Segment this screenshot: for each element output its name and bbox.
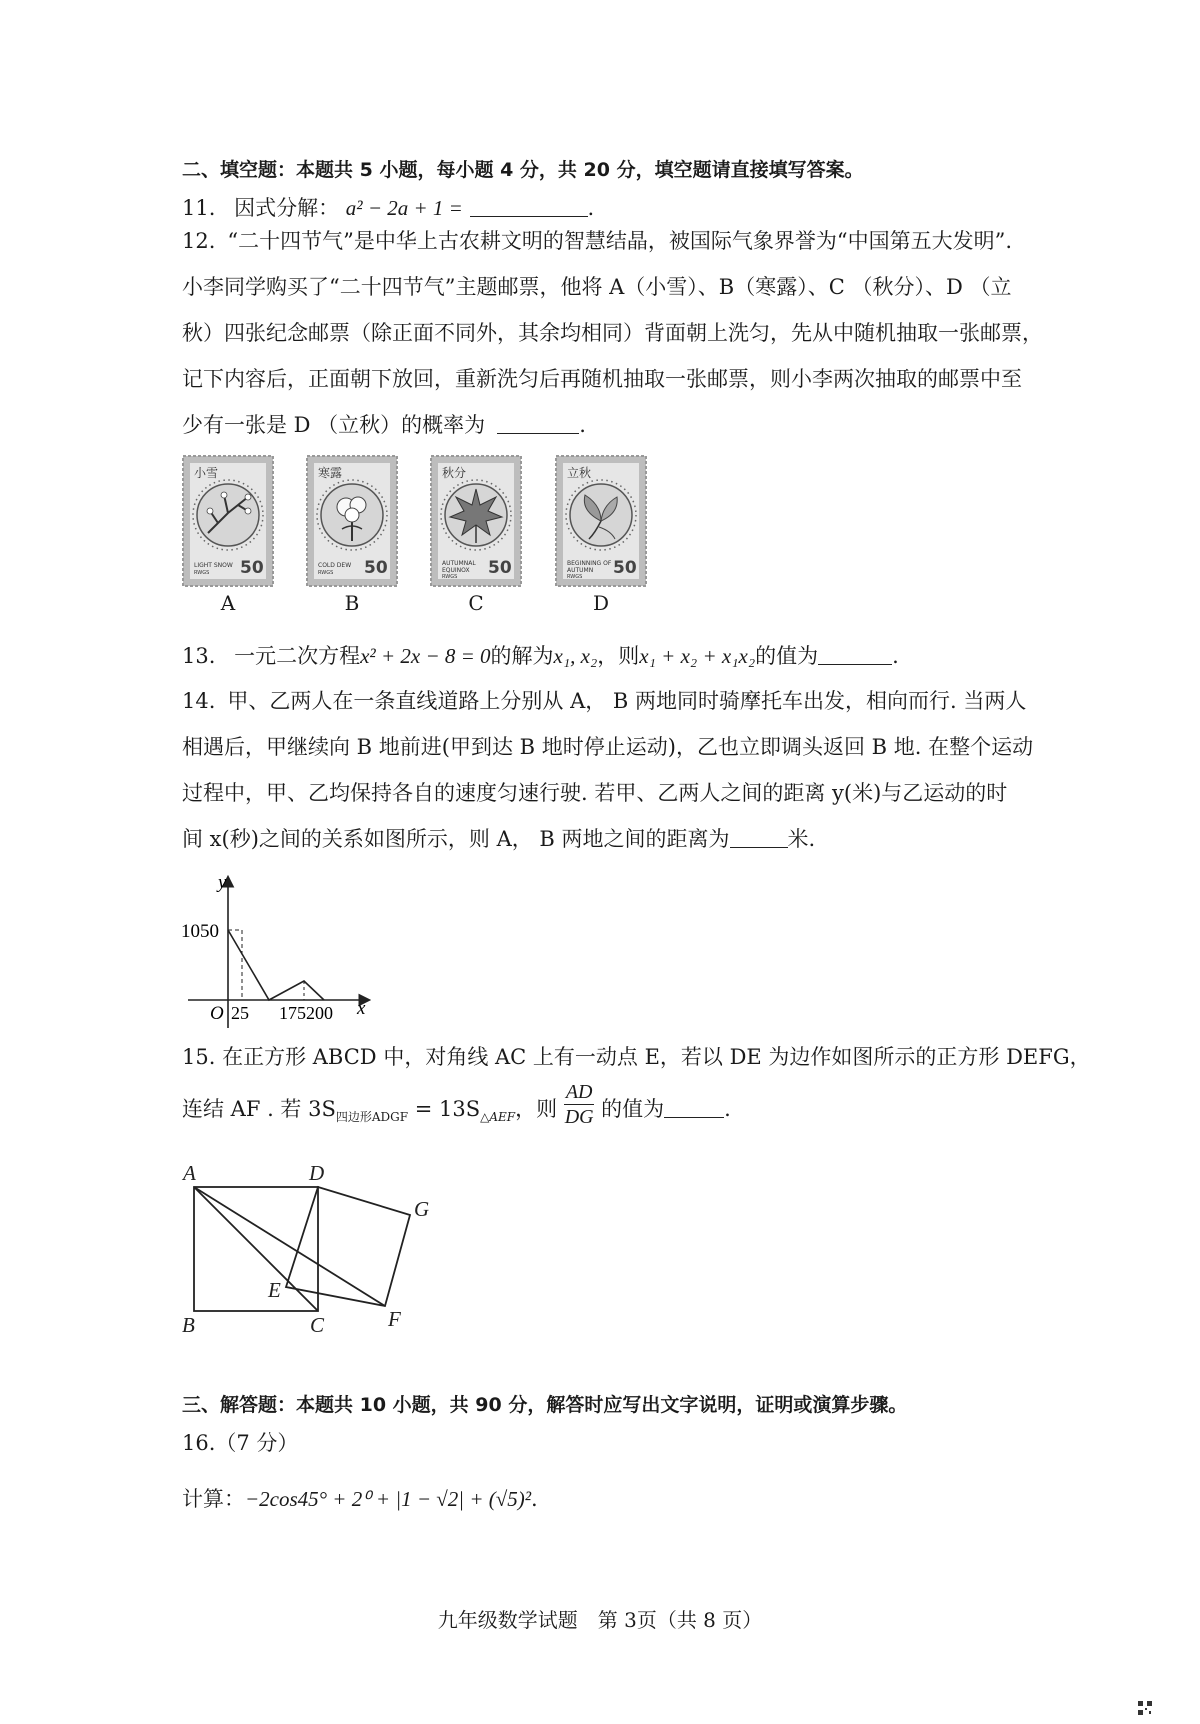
subscript: △AEF [480,1110,516,1125]
point-g-label: G [414,1197,430,1221]
point-e-label: E [268,1278,281,1302]
question-text: 计算： [182,1487,245,1511]
answer-blank[interactable] [664,1097,724,1118]
fraction-denominator: DG [564,1106,594,1128]
question-text: 的值为 [755,644,819,668]
point-b-label: B [182,1313,195,1335]
page-footer: 九年级数学试题 第 3页（共 8 页） [437,1608,763,1632]
roots: x₁, x₂ [553,644,598,668]
svg-text:50: 50 [488,558,512,578]
question-15-line-2 [182,1081,731,1132]
svg-text:BEGINNING OF: BEGINNING OF [567,560,612,567]
question-number: 14. [182,689,216,713]
svg-text:50: 50 [240,558,264,578]
question-text: 的解为 [490,644,554,668]
stamp-label: A [220,591,236,615]
question-14 [182,686,1042,854]
square-diagram [178,1155,448,1335]
stamp-b [306,455,398,615]
math-expression: a² − 2a + 1 = [345,196,463,220]
fraction-numerator: AD [565,1081,593,1103]
origin-label: O [210,1003,224,1024]
period: . [587,196,595,220]
svg-text:AUTUMN: AUTUMN [567,567,594,574]
svg-text:RWGS: RWGS [194,570,210,576]
math-expression: −2cos45° + 2⁰ + |1 − √2| + (√5)² [245,1487,532,1511]
equation: x² + 2x − 8 = 0 [360,644,491,668]
period: . [579,413,586,437]
point-a-label: A [183,1161,196,1185]
stamp-label: C [468,591,484,615]
stamp-label: D [592,591,610,615]
svg-text:EQUINOX: EQUINOX [442,567,470,574]
svg-text:RWGS: RWGS [442,574,458,580]
period: . [724,1097,731,1121]
question-text: 的值为 [601,1097,665,1121]
question-11 [182,193,594,223]
stamp-image [430,455,522,587]
question-text: 因式分解： [234,196,340,220]
svg-text:AUTUMNAL: AUTUMNAL [442,560,476,567]
stamp-image [306,455,398,587]
question-number: 13. [182,644,216,668]
question-number: 12. [182,229,216,253]
subscript: 四边形ADGF [335,1110,409,1125]
svg-text:RWGS: RWGS [567,574,583,580]
period: . [531,1487,538,1511]
period: . [892,644,899,668]
question-line: “二十四节气”是中华上古农耕文明的智慧结晶，被国际气象界誉为“中国第五大发明”. [227,229,1013,253]
question-16-header: 16.（7 分） [182,1431,299,1455]
answer-blank[interactable] [818,644,892,665]
question-text: ，则 [515,1097,558,1121]
point-f-label: F [388,1307,401,1331]
qr-code-icon [1137,1700,1153,1716]
question-15-line-1: 15. 在正方形 ABCD 中，对角线 AC 上有一动点 E，若以 DE 为边作如图所示的正方形 DEFG， [182,1045,1091,1069]
y-tick-label: 1050 [181,921,219,942]
stamp-image [182,455,274,587]
svg-text:秋分: 秋分 [442,466,467,480]
stamp-c [430,455,522,615]
stamp-a [182,455,274,615]
svg-text:LIGHT SNOW: LIGHT SNOW [194,562,233,569]
question-text: ，则 [597,644,640,668]
question-line: 小李同学购买了“二十四节气”主题邮票，他将 A（小雪）、B（寒露）、C （秋分）、D （立 [182,275,1012,299]
question-text: 连结 AF . 若 3S [182,1097,336,1121]
svg-text:COLD DEW: COLD DEW [318,562,352,569]
answer-blank[interactable] [470,196,588,217]
svg-text:RWGS: RWGS [318,570,334,576]
stamp-d [555,455,647,615]
question-line: 过程中，甲、乙均保持各自的速度匀速行驶. 若甲、乙两人之间的距离 y(米)与乙运动的时 [182,781,1008,805]
svg-text:寒露: 寒露 [318,466,343,480]
y-axis-label: y [218,872,227,893]
x-tick-label: 175200 [279,1003,333,1023]
answer-blank[interactable] [497,413,579,434]
question-13 [182,641,899,671]
answer-blank[interactable] [730,827,788,848]
point-c-label: C [310,1313,325,1335]
fraction [564,1080,595,1129]
square-defg [286,1187,410,1306]
question-line: 相遇后，甲继续向 B 地前进(甲到达 B 地时停止运动)，乙也立即调头返回 B 地. 在整个运动 [182,735,1034,759]
x-tick-label: 25 [231,1003,249,1023]
question-16 [182,1484,538,1514]
svg-text:50: 50 [613,558,637,578]
question-line: 间 x(秒)之间的关系如图所示，则 A， B 两地之间的距离为 [182,827,730,851]
stamp-title: 小雪 [194,466,219,480]
svg-text:50: 50 [364,558,388,578]
stamp-label: B [344,591,360,615]
stamp-image [555,455,647,587]
distance-time-graph [178,868,378,1028]
question-line: 少有一张是 D （立秋）的概率为 [182,413,486,437]
svg-text:立秋: 立秋 [567,466,592,480]
question-number: 11. [182,196,216,220]
section-2-heading: 二、填空题：本题共 5 小题，每小题 4 分，共 20 分，填空题请直接填写答案。 [182,159,864,181]
x-axis-label: x [357,998,366,1019]
unit-text: 米. [787,827,816,851]
question-text: = 13S [408,1097,481,1121]
question-text: 一元二次方程 [234,644,361,668]
question-line: 甲、乙两人在一条直线道路上分别从 A， B 两地同时骑摩托车出发，相向而行. 当两人 [227,689,1027,713]
question-12 [182,226,1042,440]
question-line: 记下内容后，正面朝下放回，重新洗匀后再随机抽取一张邮票，则小李两次抽取的邮票中至 [182,367,1022,391]
section-3-heading: 三、解答题：本题共 10 小题，共 90 分，解答时应写出文字说明，证明或演算步骤。 [182,1394,908,1416]
point-d-label: D [309,1161,325,1185]
question-line: 秋）四张纪念邮票（除正面不同外，其余均相同）背面朝上洗匀，先从中随机抽取一张邮票， [182,321,1043,345]
diagonal-ac [194,1187,318,1311]
math-expression: x₁ + x₂ + x₁x₂ [639,644,756,668]
